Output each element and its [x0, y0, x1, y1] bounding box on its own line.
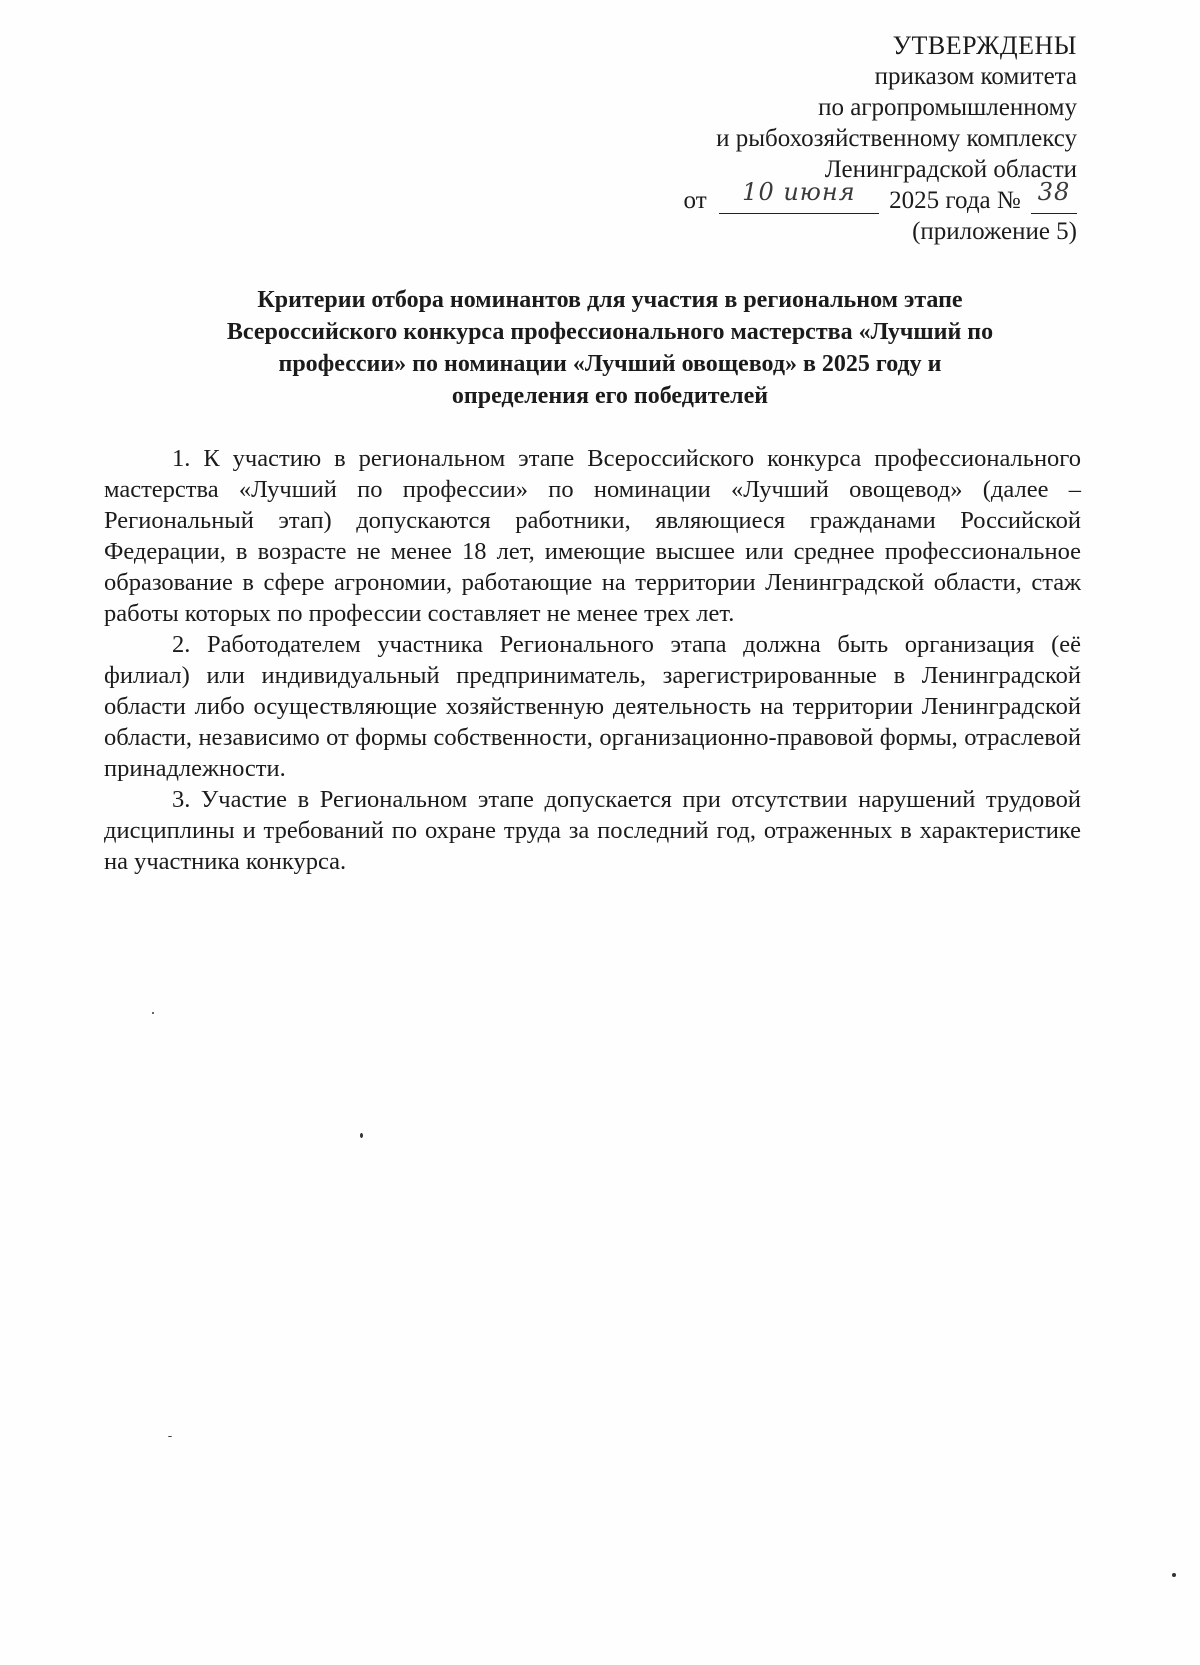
paragraph-3: 3. Участие в Региональном этапе допускается при отсутствии нарушений трудовой дисциплины и требований по охране труда за последний год, отраженных в характеристике на участника конкурса. [104, 786, 1081, 875]
approval-line-3: и рыбохозяйственному комплексу [716, 125, 1077, 152]
scan-speck [152, 1012, 154, 1014]
handwritten-number: 38 [1037, 178, 1071, 206]
document-title [150, 284, 1070, 412]
handwritten-date: 10 июня [742, 178, 856, 206]
scan-speck [168, 1436, 172, 1437]
date-blank [719, 178, 879, 214]
approval-date-line [683, 178, 1077, 216]
title-line-2: Всероссийского конкурса профессионального мастерства «Лучший по [226, 319, 994, 345]
title-line-4: определения его победителей [451, 383, 769, 409]
approval-line-4: Ленинградской области [824, 156, 1077, 183]
title-line-1: Критерии отбора номинантов для участия в региональном этапе [257, 287, 963, 313]
year-text: 2025 года № [889, 187, 1021, 214]
date-prefix: от [683, 187, 707, 214]
paragraph-2: 2. Работодателем участника Регионального этапа должна быть организация (её филиал) или индивидуальный предприниматель, зарегистрированные в Ленинградской области либо осуществляющие хозяйственную деятельность на территории Ленинградской области, независимо от формы собственности, организационно-правовой формы, отраслевой принадлежности. [104, 631, 1081, 782]
approval-block [684, 30, 1077, 247]
number-blank [1031, 178, 1077, 214]
scan-speck [360, 1133, 363, 1138]
approval-line-2: по агропромышленному [818, 94, 1077, 121]
scan-speck [1172, 1573, 1176, 1577]
paragraph-1: 1. К участию в региональном этапе Всероссийского конкурса профессионального мастерства «Лучший по профессии» по номинации «Лучший овощевод» (далее – Региональный этап) допускаются работники, являющиеся гражданами Российской Федерации, в возрасте не менее 18 лет, имеющие высшее или среднее профессиональное образование в сфере агрономии, работающие на территории Ленинградской области, стаж работы которых по профессии составляет не менее трех лет. [104, 445, 1081, 627]
approval-line-1: приказом комитета [874, 63, 1077, 90]
approval-heading: УТВЕРЖДЕНЫ [892, 31, 1077, 60]
approval-appendix: (приложение 5) [912, 218, 1077, 245]
title-line-3: профессии» по номинации «Лучший овощевод» в 2025 году и [278, 351, 942, 377]
document-body [104, 443, 1081, 877]
